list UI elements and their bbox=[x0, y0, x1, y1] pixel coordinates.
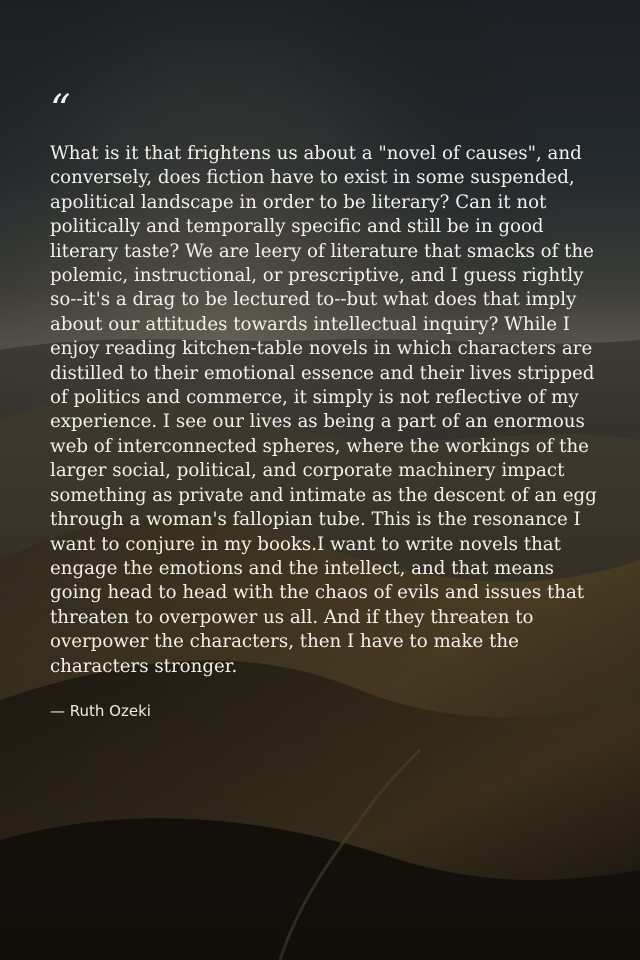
open-quote-icon: “ bbox=[50, 87, 71, 133]
quote-attribution: — Ruth Ozeki bbox=[50, 701, 151, 720]
quote-text: What is it that frightens us about a "novel of causes", and conversely, does fiction have to exist in some suspended, apolitical landscape in order to be literary? Can it not politically and temporally specific and still be in good literary taste? We are leery of literature that smacks of the polemic, instructional, or prescriptive, and I guess rightly so--it's a drag to be lectured to--but what does that imply about our attitudes towards intellectual inquiry? While I enjoy reading kitchen-table novels in which characters are distilled to their emotional essence and their lives stripped of politics and commerce, it simply is not reflective of my experience. I see our lives as being a part of an enormous web of interconnected spheres, where the workings of the larger social, political, and corporate machinery impact something as private and intimate as the descent of an egg through a woman's fallopian tube. This is the resonance I want to conjure in my books.I want to write novels that engage the emotions and the intellect, and that means going head to head with the chaos of evils and issues that threaten to overpower us all. And if they threaten to overpower the characters, then I have to make the characters stronger. bbox=[50, 143, 597, 677]
quote-block bbox=[50, 87, 598, 721]
